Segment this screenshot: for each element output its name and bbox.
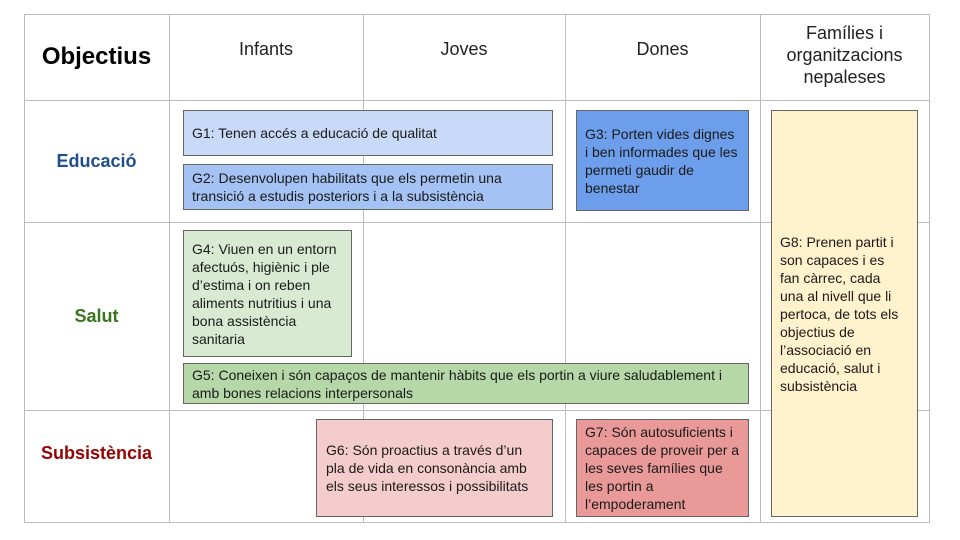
grid-line [24,522,930,523]
column-header-children: Infants [238,39,294,59]
row-label-education: Educació [56,150,137,171]
row-label-subsistence: Subsistència [40,442,153,463]
goal-g7 [576,419,749,517]
goal-g4-text: G4: Viuen en un entorn afectuós, higiènic i ple d’estima i on reben aliments nutritius i una bona assistència sanitaria [192,240,337,347]
goal-g2 [183,164,553,210]
goal-g2-text: G2: Desenvolupen habilitats que els permetin una transició a estudis posteriors i a la subsistència [192,170,502,204]
grid-line [929,14,930,523]
objectives-title-text: Objectius [41,43,152,70]
goal-g7-text: G7: Són autosuficients i capaces de proveir per a les seves famílies que les portin a l’empoderament [585,424,740,512]
objectives-title [24,14,169,100]
column-header-families: Famílies i organitzacions nepaleses [786,23,903,87]
goal-g5-text: G5: Coneixen i són capaços de mantenir hàbits que els portin a viure saludablement i amb bones relacions interpersonals [192,366,722,401]
goal-g1 [183,110,553,156]
goal-g6-text: G6: Són proactius a través d’un pla de vida en consonància amb els seus interessos i possibilitats [326,442,529,494]
goal-g6 [316,419,553,517]
goal-g1-text: G1: Tenen accés a educació de qualitat [192,125,437,141]
goal-g3 [576,110,749,211]
row-label-health: Salut [74,305,119,326]
column-header-youth: Joves [440,39,488,59]
goal-g3-text: G3: Porten vides dignes i ben informades que les permeti gaudir de benestar [585,125,738,196]
goal-g8 [771,110,918,517]
goal-g5 [183,363,749,404]
column-header-women: Dones [636,39,689,59]
goal-g8-text: G8: Prenen partit i son capaces i es fan càrrec, cada una al nivell que li pertoca, de tots els objectius de l’associació en educació, salut i subsistència [780,233,899,394]
goal-g4 [183,230,352,357]
